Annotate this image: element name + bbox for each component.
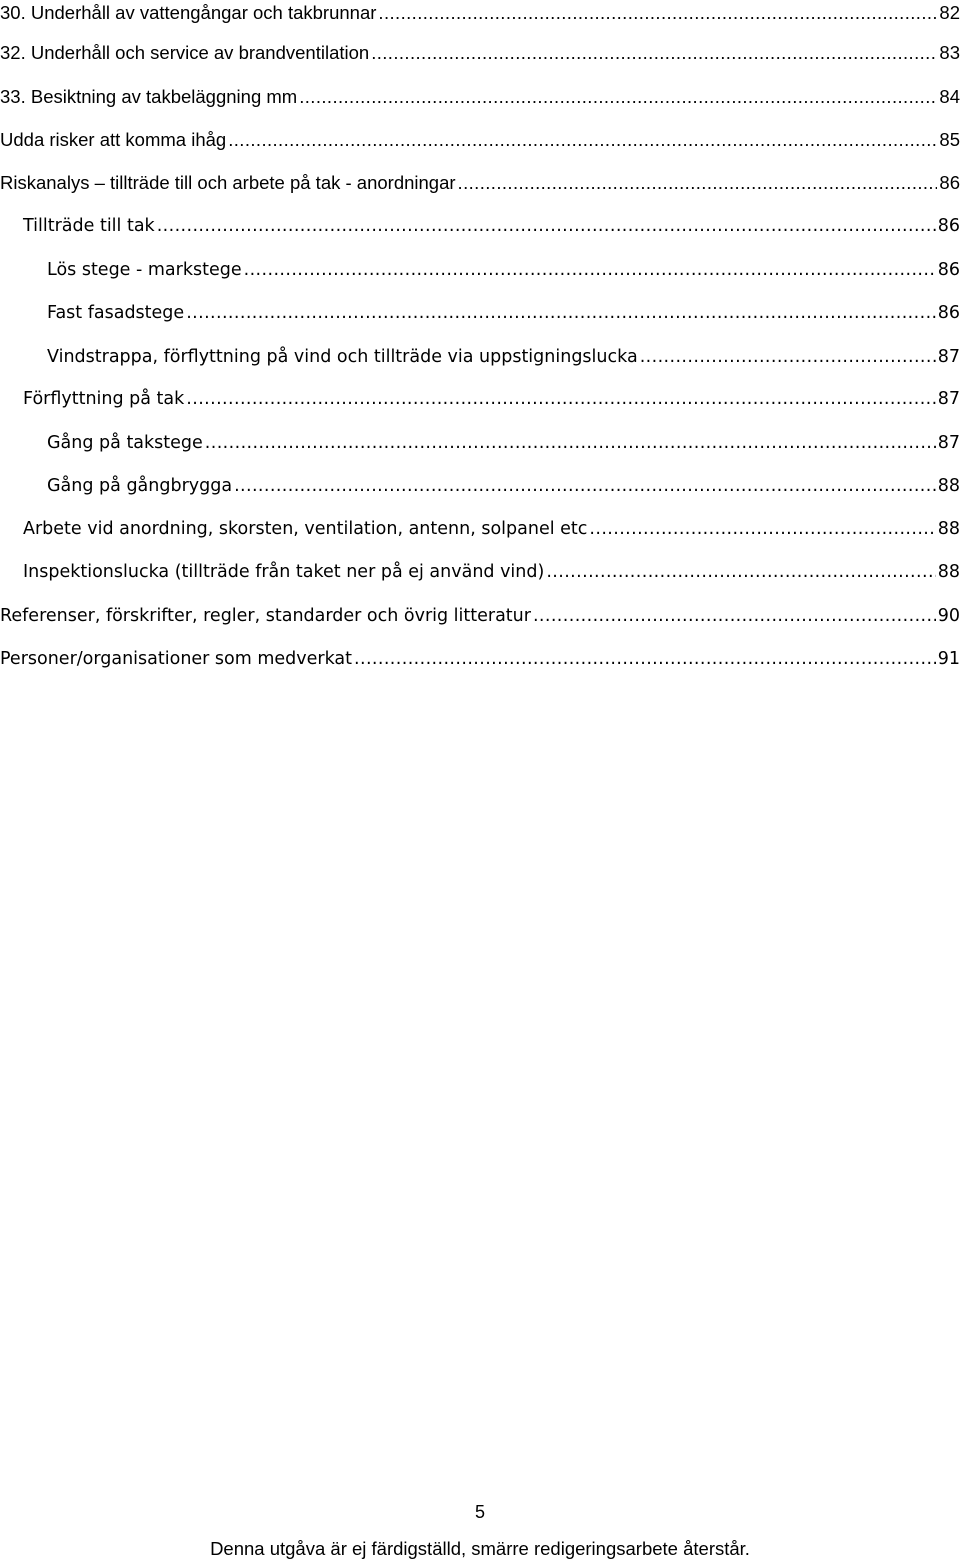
toc-leader-dots — [228, 127, 937, 153]
toc-entry-title: Personer/organisationer som medverkat — [0, 649, 353, 669]
toc-entry-title: Riskanalys – tillträde till och arbete på tak - anordningar — [0, 172, 456, 193]
toc-entry[interactable] — [0, 0, 960, 26]
toc-leader-dots — [458, 170, 938, 196]
toc-entry-title: Arbete vid anordning, skorsten, ventilation, antenn, solpanel etc — [23, 519, 588, 539]
toc-entry[interactable] — [0, 84, 960, 110]
toc-entry-title: 32. Underhåll och service av brandventilation — [0, 42, 370, 63]
toc-entry-page: 88 — [937, 476, 960, 496]
toc-leader-dots — [354, 646, 936, 672]
toc-leader-dots — [186, 300, 936, 326]
toc-entry-page: 88 — [937, 562, 960, 582]
toc-entry-page: 82 — [939, 2, 960, 23]
toc-entry-page: 86 — [939, 172, 960, 193]
toc-entry[interactable] — [23, 559, 960, 585]
toc-entry-title: Udda risker att komma ihåg — [0, 129, 227, 150]
toc-entry-title: Tillträde till tak — [23, 216, 155, 236]
page-number: 5 — [474, 1502, 485, 1522]
toc-leader-dots — [378, 0, 937, 26]
toc-entry-title: Fast fasadstege — [47, 303, 185, 323]
toc-entry-page: 87 — [937, 433, 960, 453]
toc-leader-dots — [640, 344, 936, 370]
toc-leader-dots — [589, 516, 935, 542]
toc-entry-page: 88 — [937, 519, 960, 539]
toc-leader-dots — [299, 84, 937, 110]
toc-entry-page: 83 — [939, 42, 960, 63]
toc-entry-page: 87 — [937, 389, 960, 409]
toc-leader-dots — [186, 386, 935, 412]
toc-entry-title: Gång på gångbrygga — [47, 476, 233, 496]
toc-entry[interactable] — [0, 603, 960, 629]
toc-entry[interactable] — [23, 386, 960, 412]
toc-entry[interactable] — [47, 344, 960, 370]
toc-leader-dots — [533, 603, 936, 629]
toc-entry[interactable] — [23, 516, 960, 542]
toc-entry-page: 90 — [937, 606, 960, 626]
toc-entry[interactable] — [0, 127, 960, 153]
toc-entry-title: Inspektionslucka (tillträde från taket ner på ej använd vind) — [23, 562, 545, 582]
toc-entry-page: 87 — [937, 347, 960, 367]
toc-entry-title: Vindstrappa, förflyttning på vind och tillträde via uppstigningslucka — [47, 347, 638, 367]
toc-entry-page: 86 — [937, 303, 960, 323]
toc-entry[interactable] — [23, 213, 960, 239]
toc-leader-dots — [157, 213, 936, 239]
toc-entry-page: 85 — [939, 129, 960, 150]
toc-entry[interactable] — [47, 300, 960, 326]
toc-leader-dots — [234, 473, 936, 499]
toc-entry-title: Referenser, förskrifter, regler, standarder och övrig litteratur — [0, 606, 531, 626]
toc-entry-title: Förflyttning på tak — [23, 389, 185, 409]
toc-entry-title: Gång på takstege — [47, 433, 203, 453]
toc-entry[interactable] — [0, 170, 960, 196]
toc-entry[interactable] — [47, 473, 960, 499]
toc-leader-dots — [546, 559, 935, 585]
toc-entry-title: 33. Besiktning av takbeläggning mm — [0, 86, 298, 107]
toc-entry-title: Lös stege - markstege — [47, 260, 242, 280]
toc-leader-dots — [205, 430, 936, 456]
toc-entry[interactable] — [0, 646, 960, 672]
toc-entry-page: 84 — [939, 86, 960, 107]
toc-entry[interactable] — [0, 40, 960, 66]
toc-entry-page: 91 — [937, 649, 960, 669]
toc-entry-page: 86 — [937, 216, 960, 236]
toc-entry-title: 30. Underhåll av vattengångar och takbrunnar — [0, 2, 377, 23]
toc-entry-page: 86 — [937, 260, 960, 280]
toc-entry[interactable] — [47, 430, 960, 456]
footer-note: Denna utgåva är ej färdigställd, smärre redigeringsarbete återstår. — [210, 1538, 750, 1559]
toc-leader-dots — [371, 40, 937, 66]
toc-leader-dots — [244, 257, 936, 283]
toc-entry[interactable] — [47, 257, 960, 283]
